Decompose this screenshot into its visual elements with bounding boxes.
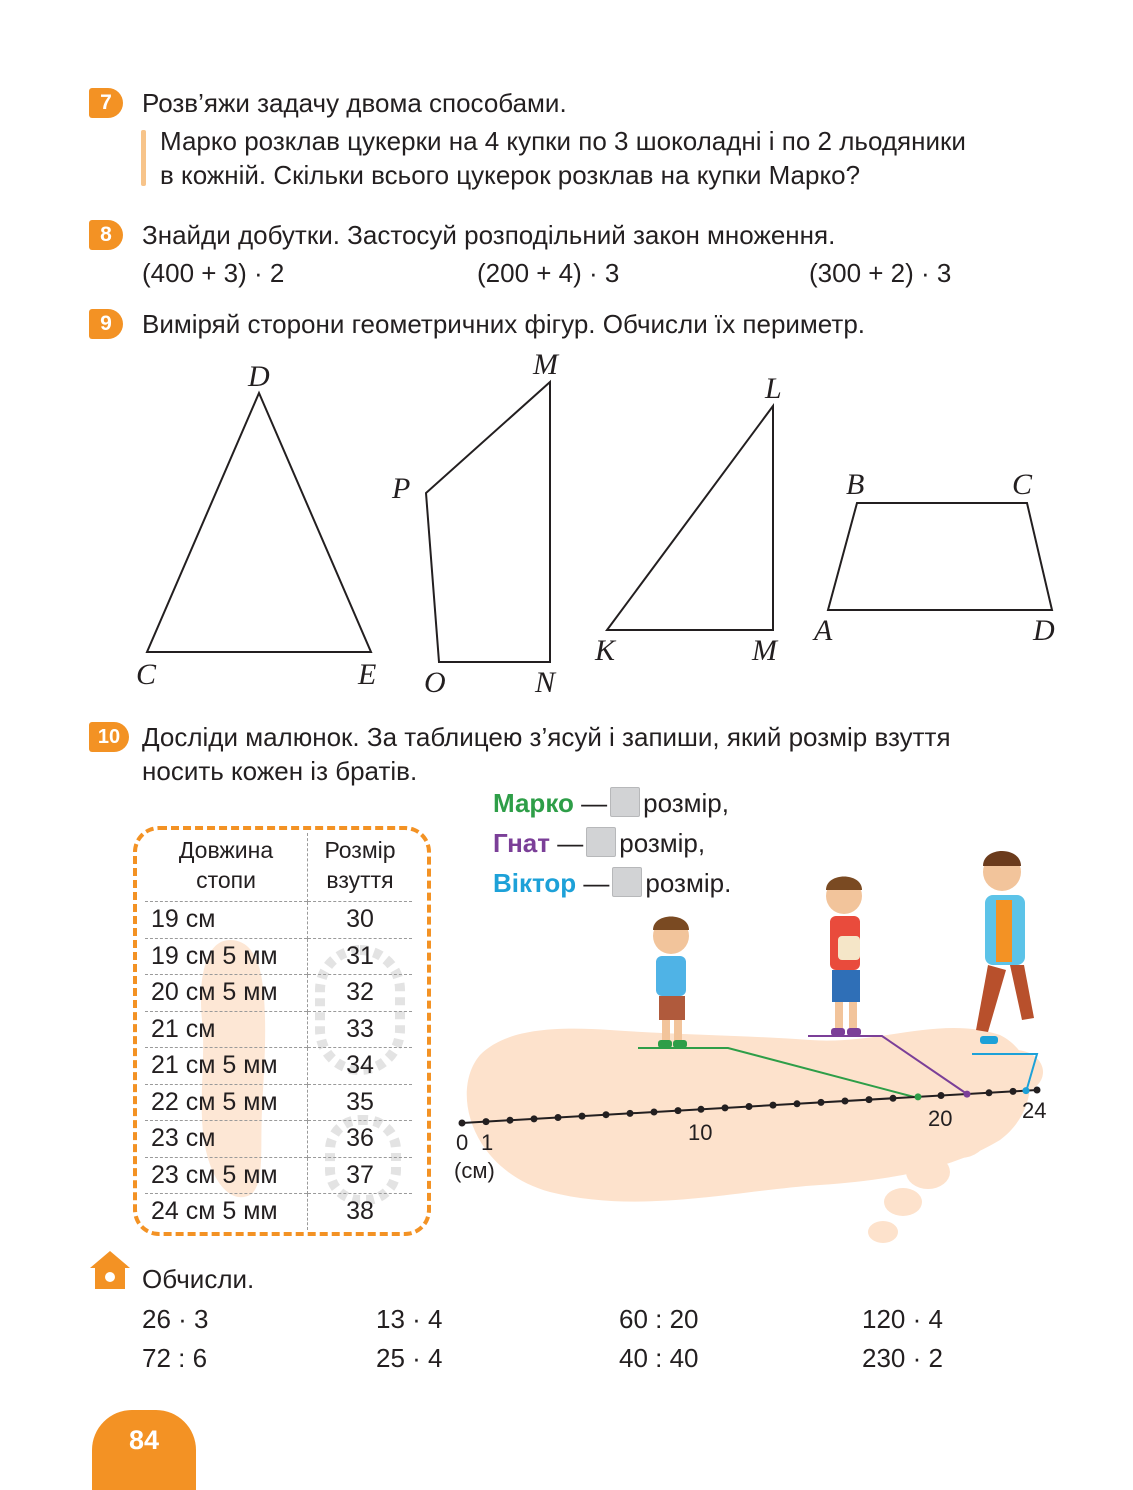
answer-hnat-dash: — [557,828,584,858]
table-row [145,1048,412,1085]
foot-length-cell: 21 см 5 мм [145,1048,308,1085]
foot-ruler-illustration [440,840,1080,1260]
shoe-size-cell: 36 [308,1121,413,1158]
answer-viktor-dash: — [583,868,610,898]
triangle-dce [147,393,371,652]
task-8-badge: 8 [89,220,123,250]
answer-marko-dash: — [581,788,608,818]
vertex-l-label: L [765,372,782,405]
size-table [145,833,412,1230]
shoe-size-cell: 31 [308,938,413,975]
ruler-label-10: 10 [688,1120,713,1145]
ruler-label-20: 20 [928,1106,953,1131]
foot-length-cell: 23 см 5 мм [145,1157,308,1194]
shoe-size-cell: 35 [308,1084,413,1121]
boy-viktor-figure [976,851,1034,1044]
task-8-expression-1: (400 + 3) · 2 [142,258,285,288]
shoe-size-cell: 33 [308,1011,413,1048]
task-10-text-line-1: Досліди малюнок. За таблицею з’ясуй і запиши, який розмір взуття [142,722,951,752]
vertex-m2-label: M [752,634,777,667]
homework-expr-1: 26 · 3 [142,1304,209,1334]
name-marko: Марко [493,788,574,818]
task-8-expression-2: (200 + 4) · 3 [477,258,620,288]
table-row [145,938,412,975]
house-icon [88,1248,132,1292]
homework-expr-4: 120 · 4 [862,1304,943,1334]
vertex-m-label: M [533,348,558,381]
vertex-n-label: N [535,666,556,699]
task-7-text-line-1: Марко розклав цукерки на 4 купки по 3 шоколадні і по 2 льодяники [160,126,966,156]
shoe-size-cell: 30 [308,902,413,939]
geometric-figures [0,340,1133,710]
foot-length-cell: 21 см [145,1011,308,1048]
answer-marko-box[interactable] [610,787,640,817]
vertex-a-label: A [814,614,833,647]
shoe-size-cell: 38 [308,1194,413,1230]
task-7-text-line-2: в кожній. Скільки всього цукерок розклав на купки Марко? [160,160,861,190]
trapezoid-abcd [828,503,1052,610]
answer-hnat [493,826,705,860]
foot-length-cell: 19 см [145,902,308,939]
name-hnat: Гнат [493,828,550,858]
homework-expr-6: 25 · 4 [376,1343,443,1373]
vertex-c-label: C [136,658,157,691]
task-10-badge: 10 [89,722,129,752]
ruler-label-0: 0 [456,1130,469,1155]
homework-expr-2: 13 · 4 [376,1304,443,1334]
shoe-size-cell: 34 [308,1048,413,1085]
answer-hnat-box[interactable] [586,827,616,857]
answer-viktor-box[interactable] [612,867,642,897]
foot-length-cell: 23 см [145,1121,308,1158]
header-foot-length: Довжина стопи [145,833,308,902]
ruler-unit-label: (см) [454,1158,495,1183]
foot-length-cell: 24 см 5 мм [145,1194,308,1230]
task-9-badge: 9 [89,309,123,339]
vertex-d-label: D [248,360,270,393]
answer-hnat-suffix: розмір, [619,828,706,858]
homework-expr-3: 60 : 20 [619,1304,699,1334]
homework-expr-7: 40 : 40 [619,1343,699,1373]
task-7-badge: 7 [89,88,123,118]
quote-bar [141,130,146,186]
shoe-size-cell: 32 [308,975,413,1012]
vertex-c2-label: C [1012,468,1033,501]
homework-expr-5: 72 : 6 [142,1343,208,1373]
foot-length-cell: 20 см 5 мм [145,975,308,1012]
vertex-d2-label: D [1033,614,1055,647]
homework-expr-8: 230 · 2 [862,1343,943,1373]
footprint-shape [467,1028,1043,1243]
boy-hnat-figure [826,877,862,1037]
vertex-k-label: K [595,634,616,667]
quadrilateral-mpon [426,382,550,662]
foot-length-cell: 22 см 5 мм [145,1084,308,1121]
vertex-e-label: E [358,658,377,691]
name-viktor: Віктор [493,868,577,898]
triangle-lkm [607,406,773,630]
ruler-label-24: 24 [1022,1098,1047,1123]
table-row [145,1121,412,1158]
task-9-title: Виміряй сторони геометричних фігур. Обчисли їх периметр. [142,309,865,339]
ruler-label-1: 1 [481,1130,494,1155]
foot-length-cell: 19 см 5 мм [145,938,308,975]
table-row [145,1084,412,1121]
table-row [145,1157,412,1194]
answer-marko-suffix: розмір, [643,788,729,818]
page-number: 84 [92,1410,196,1490]
task-8-expression-3: (300 + 2) · 3 [809,258,952,288]
task-8-title: Знайди добутки. Застосуй розподільний закон множення. [142,220,836,250]
header-shoe-size: Розмір взуття [324,837,396,893]
table-row [145,902,412,939]
answer-viktor [493,866,731,900]
vertex-p-label: P [392,472,411,505]
size-table-header [145,833,412,902]
task-10-text-line-2: носить кожен із братів. [142,756,418,786]
answer-marko [493,786,729,820]
vertex-b-label: B [846,468,865,501]
homework-title: Обчисли. [142,1264,255,1294]
answer-viktor-suffix: розмір. [645,868,732,898]
shoe-size-cell: 37 [308,1157,413,1194]
table-row [145,975,412,1012]
table-row [145,1011,412,1048]
table-row [145,1194,412,1230]
boy-marko-figure [653,917,689,1049]
task-7-title: Розв’яжи задачу двома способами. [142,88,567,118]
vertex-o-label: O [424,666,446,699]
